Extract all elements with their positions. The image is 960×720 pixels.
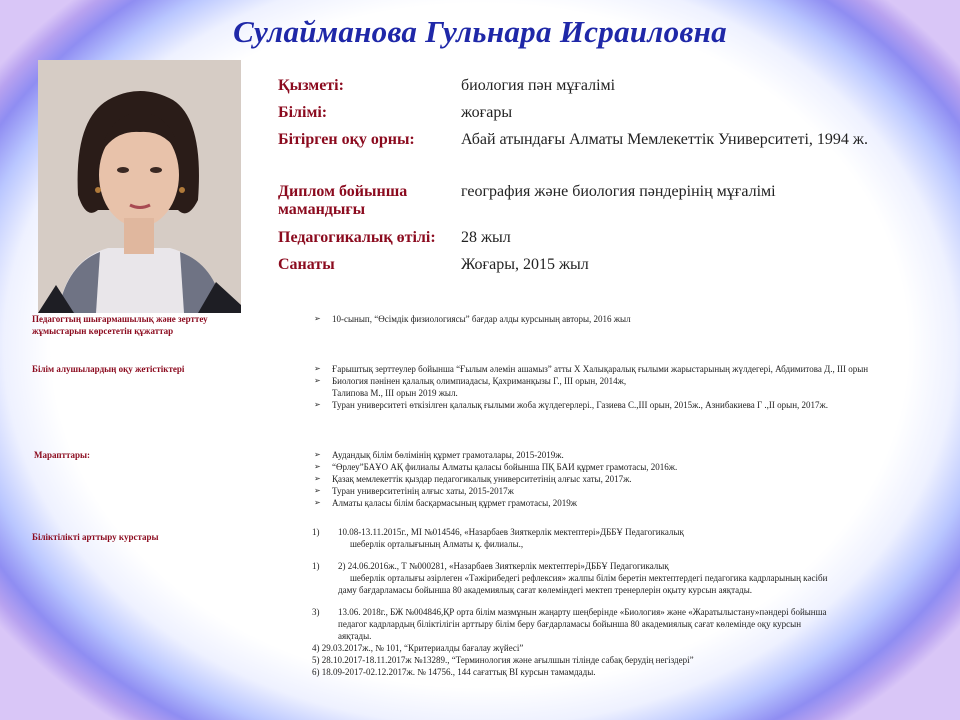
info-label-education: Білімі: [278,104,328,121]
page-title: Сулайманова Гульнара Исраиловна [233,14,727,49]
info-value-position: биология пән мұғалімі [461,77,616,94]
info-value-education: жоғары [461,104,513,121]
course-text-cont: аяқтады. [338,631,372,641]
course-text: 10.08-13.11.2015г., МІ №014546, «Назарбаев Зияткерлік мектептері»ДББҰ Педагогикалық [338,527,684,537]
course-item-1 [312,526,924,550]
section-body-awards [312,449,924,509]
info-value-category: Жоғары, 2015 жыл [461,256,589,273]
course-text-cont: педагог кадрлардың біліктілігін арттыру білім беру бағдарламасы бойынша 80 академиялық сағат көлемінде оқу курсын [338,619,802,629]
section-body-works [312,313,924,325]
list-item: ➢ Ғарыштық зерттеулер бойынша “Ғылым әлемін ашамыз” атты Х Халықаралық ғылыми жарыстарының жүлдегері, Абдимитова Д., ІІІ орын [312,363,924,375]
course-item-4: 4) 29.03.2017ж., № 101, “Критериалды бағалау жүйесі” [312,643,524,653]
list-item: ➢ Туран университетінің алғыс хаты, 2015-2017ж [312,485,924,497]
info-value-experience: 28 жыл [461,229,511,246]
list-item: ➢ 10-сынып, “Өсімдік физиологиясы” бағдар алды курсының авторы, 2016 жыл [312,313,924,325]
list-item: ➢ “Өрлеу”БАҰО АҚ филиалы Алматы қаласы бойынша ПҚ БАИ құрмет грамотасы, 2016ж. [312,461,924,473]
list-item: ➢ Алматы қаласы білім басқармасының құрмет грамотасы, 2019ж [312,497,924,509]
info-label-experience: Педагогикалық өтілі: [278,229,436,246]
section-label-achievements: Білім алушылардың оқу жетістіктері [32,364,185,374]
course-item-6: 6) 18.09-2017-02.12.2017ж. № 14756., 144 сағаттық ВІ курсын тамамдады. [312,667,596,677]
list-item: ➢ Биология пәнінен қалалық олимпиадасы, Қахриманқызы Г., ІІІ орын, 2014ж, [312,375,924,387]
list-item: ➢ Аудандық білім бөлімінің құрмет грамоталары, 2015-2019ж. [312,449,924,461]
info-label-position: Қызметі: [278,77,344,94]
course-text: 2) 24.06.2016ж., Т №000281, «Назарбаев Зияткерлік мектептері»ДББҰ Педагогикалық [338,561,669,571]
section-label-awards: Марапттары: [34,450,91,460]
list-item: ➢ Туран университеті өткізілген қалалық ғылыми жоба жүлдегерлері., Газиева С.,ІІІ орын, 2015ж., Азнибакиева Г .,ІІ орын, 2017ж. [312,399,924,411]
course-number: 1) [312,527,320,537]
course-item-3 [312,606,924,642]
info-value-specialty: география және биология пәндерінің мұғалімі [461,183,776,200]
portrait-image [38,60,241,313]
info-value-university: Абай атындағы Алматы Мемлекеттік Университеті, 1994 ж. [461,131,868,148]
info-label-category: Санаты [278,256,335,273]
section-body-courses [312,526,924,678]
course-text-cont: шеберлік орталығының Алматы қ. филиалы., [350,539,524,549]
course-text-cont: даму бағдарламасы бойынша 80 академиялық сағат көлеміндегі мектеп тренерлерін оқыту курсын аяқтады. [338,585,753,595]
course-number: 1) [312,561,320,571]
course-text-cont: шеберлік орталығы әзірлеген «Тәжірибедегі рефлексия» жалпы білім беретін мектептердегі педагогика кадрларының кәсіби [350,573,828,583]
info-label-university: Бітірген оқу орны: [278,131,415,148]
course-number: 3) [312,607,320,617]
section-body-achievements [312,363,924,411]
course-item-5: 5) 28.10.2017-18.11.2017ж №13289., “Терминология және ағылшын тілінде сабақ берудің негіздері” [312,655,694,665]
portrait-photo [38,60,241,313]
list-item: ➢ Қазақ мемлекеттік қыздар педагогикалық университетінің алғыс хаты, 2017ж. [312,473,924,485]
info-label-specialty: Диплом бойынша мамандығы [278,183,408,218]
section-label-courses: Біліктілікті арттыру курстары [32,532,159,542]
course-item-2 [312,560,924,596]
course-text: 13.06. 2018г., БЖ №004846,ҚР орта білім мазмұнын жаңарту шеңберінде «Биология» және «Жаратылыстану»пәндері бойынша [338,607,827,617]
list-item-continuation: Талипова М., ІІІ орын 2019 жыл. [332,388,458,398]
section-label-works: Педагогтың шығармашылық және зерттеу жұмыстарын көрсететін құжаттар [32,314,208,336]
